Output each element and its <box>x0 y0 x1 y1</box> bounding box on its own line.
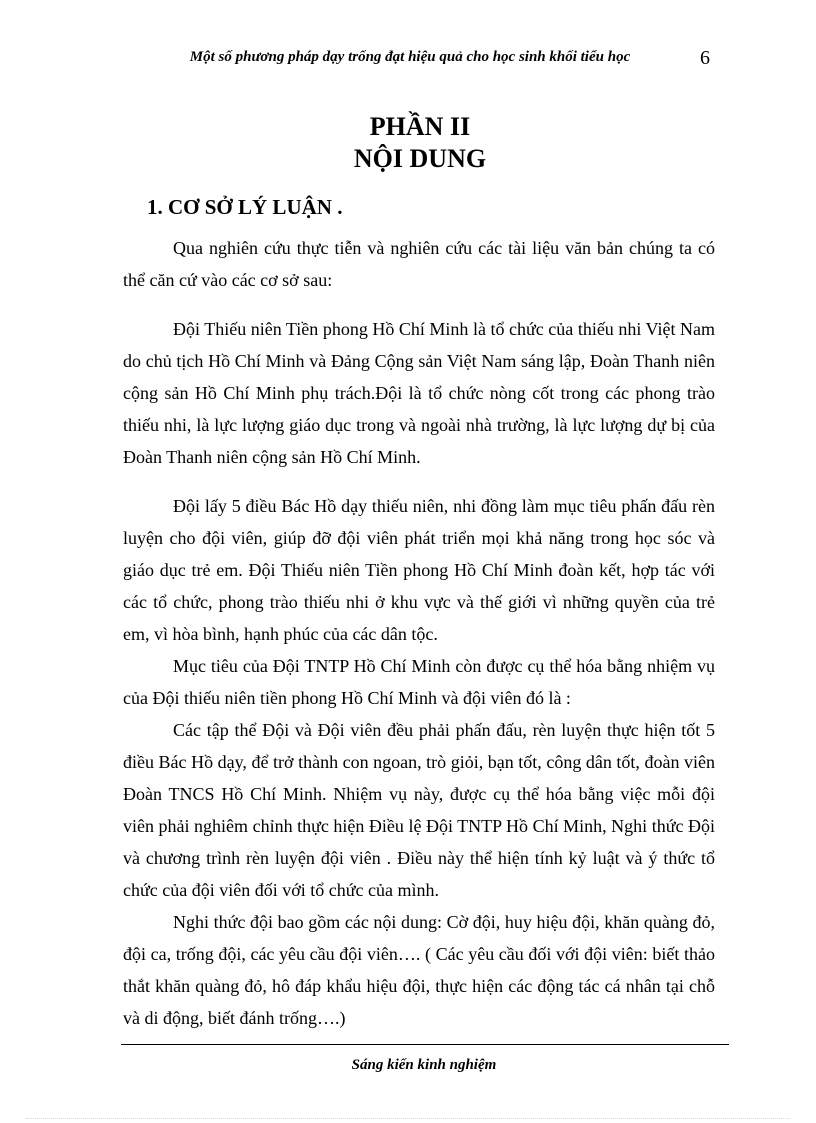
part-heading: PHẦN II <box>369 112 471 141</box>
section-title: 1. CƠ SỞ LÝ LUẬN . <box>147 195 343 219</box>
page-number: 6 <box>700 47 710 69</box>
part-title: NỘI DUNG <box>353 144 487 173</box>
paragraph-duties: Các tập thể Đội và Đội viên đều phải phấn đấu, rèn luyện thực hiện tốt 5 điều Bác Hồ dạy, để trở thành con ngoan, trò giỏi, bạn tốt, công dân tốt, đoàn viên Đoàn TNCS Hồ Chí Minh. Nhiệm vụ này, được cụ thể hóa bằng việc mỗi đội viên phải nghiêm chỉnh thực hiện Điều lệ Đội TNTP Hồ Chí Minh, Nghi thức Đội và chương trình rèn luyện đội viên . Điều này thể hiện tính kỷ luật và ý thức tổ chức của đội viên đối với tổ chức của mình. <box>123 720 715 900</box>
page-edge-divider <box>26 1118 790 1119</box>
paragraph-organization: Đội Thiếu niên Tiền phong Hồ Chí Minh là tổ chức của thiếu nhi Việt Nam do chủ tịch Hồ Chí Minh và Đảng Cộng sản Việt Nam sáng lập, Đoàn Thanh niên cộng sản Hồ Chí Minh phụ trách.Đội là tổ chức nòng cốt trong các phong trào thiếu nhi, là lực lượng giáo dục trong và ngoài nhà trường, là lực lượng dự bị của Đoàn Thanh niên cộng sản Hồ Chí Minh. <box>123 319 715 467</box>
body-text <box>123 232 715 1034</box>
running-header-title: Một số phương pháp dạy trống đạt hiệu quả cho học sinh khối tiểu học <box>189 49 631 65</box>
paragraph-goals: Đội lấy 5 điều Bác Hồ dạy thiếu niên, nhi đồng làm mục tiêu phấn đấu rèn luyện cho đội viên, giúp đỡ đội viên phát triển mọi khả năng trong học sóc và giáo dục trẻ em. Đội Thiếu niên Tiền phong Hồ Chí Minh đoàn kết, hợp tác với các tổ chức, phong trào thiếu nhi ở khu vực và thế giới vì những quyền của trẻ em, vì hòa bình, hạnh phúc của các dân tộc. <box>123 496 715 644</box>
paragraph-objectives: Mục tiêu của Đội TNTP Hồ Chí Minh còn được cụ thể hóa bằng nhiệm vụ của Đội thiếu niên tiền phong Hồ Chí Minh và đội viên đó là : <box>123 656 715 708</box>
footer-divider <box>121 1044 729 1045</box>
paragraph-ceremony: Nghi thức đội bao gồm các nội dung: Cờ đội, huy hiệu đội, khăn quàng đỏ, đội ca, trống đội, các yêu cầu đội viên…. ( Các yêu cầu đối với đội viên: biết thảo thắt khăn quàng đỏ, hô đáp khẩu hiệu đội, thực hiện các động tác cá nhân tại chỗ và di động, biết đánh trống….) <box>123 912 715 1028</box>
running-footer: Sáng kiến kinh nghiệm <box>351 1057 497 1073</box>
paragraph-intro: Qua nghiên cứu thực tiễn và nghiên cứu các tài liệu văn bản chúng ta có thể căn cứ vào các cơ sở sau: <box>123 238 715 290</box>
